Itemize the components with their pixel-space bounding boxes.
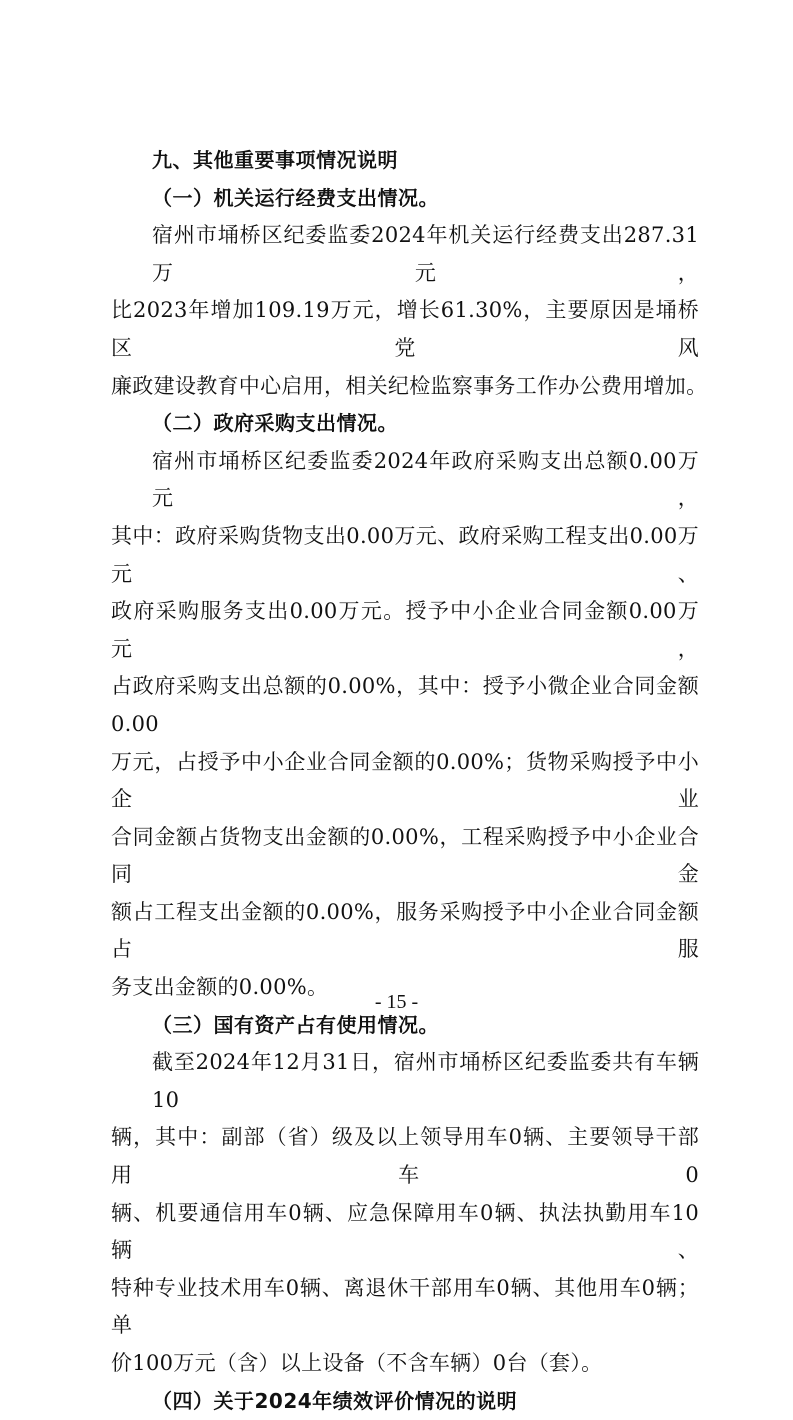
paragraph-line: 比2023年增加109.19万元，增长61.30%，主要原因是埇桥区党风 [111, 298, 699, 360]
subsection-1-heading: （一）机关运行经费支出情况。 [152, 185, 439, 210]
document-body [111, 142, 708, 1420]
paragraph-line: 万元，占授予中小企业合同金额的0.00%；货物采购授予中小企业 [111, 749, 699, 812]
section-nine-title: 九、其他重要事项情况说明 [152, 148, 398, 172]
paragraph-line: 价100万元（含）以上设备（不含车辆）0台（套）。 [111, 1351, 603, 1375]
subsection-4-heading: （四）关于2024年绩效评价情况的说明 [152, 1388, 518, 1413]
paragraph-line: 额占工程支出金额的0.00%，服务采购授予中小企业合同金额占服 [111, 899, 699, 962]
page-number: - 15 - [374, 991, 419, 1013]
subsection-3-heading: （三）国有资产占有使用情况。 [152, 1012, 439, 1037]
paragraph-line: 其中：政府采购货物支出0.00万元、政府采购工程支出0.00万元、 [111, 523, 699, 586]
subsection-2-heading: （二）政府采购支出情况。 [152, 411, 398, 436]
paragraph-line: 辆、机要通信用车0辆、应急保障用车0辆、执法执勤用车10辆、 [111, 1200, 699, 1263]
paragraph-line: 截至2024年12月31日，宿州市埇桥区纪委监委共有车辆10 [152, 1050, 699, 1112]
paragraph-line: 特种专业技术用车0辆、离退休干部用车0辆、其他用车0辆；单 [111, 1275, 699, 1338]
paragraph-line: 务支出金额的0.00%。 [111, 975, 329, 1000]
paragraph-line: 廉政建设教育中心启用，相关纪检监察事务工作办公费用增加。 [111, 373, 708, 398]
paragraph-line: 宿州市埇桥区纪委监委2024年机关运行经费支出287.31万元， [152, 223, 699, 285]
paragraph-line: 合同金额占货物支出金额的0.00%，工程采购授予中小企业合同金 [111, 824, 699, 887]
paragraph-line: 政府采购服务支出0.00万元。授予中小企业合同金额0.00万元， [111, 599, 699, 661]
paragraph-line: 辆，其中：副部（省）级及以上领导用车0辆、主要领导干部用车0 [111, 1125, 699, 1188]
paragraph-line: 占政府采购支出总额的0.00%，其中：授予小微企业合同金额0.00 [111, 674, 699, 736]
paragraph-line: 宿州市埇桥区纪委监委2024年政府采购支出总额0.00万元， [152, 448, 699, 511]
